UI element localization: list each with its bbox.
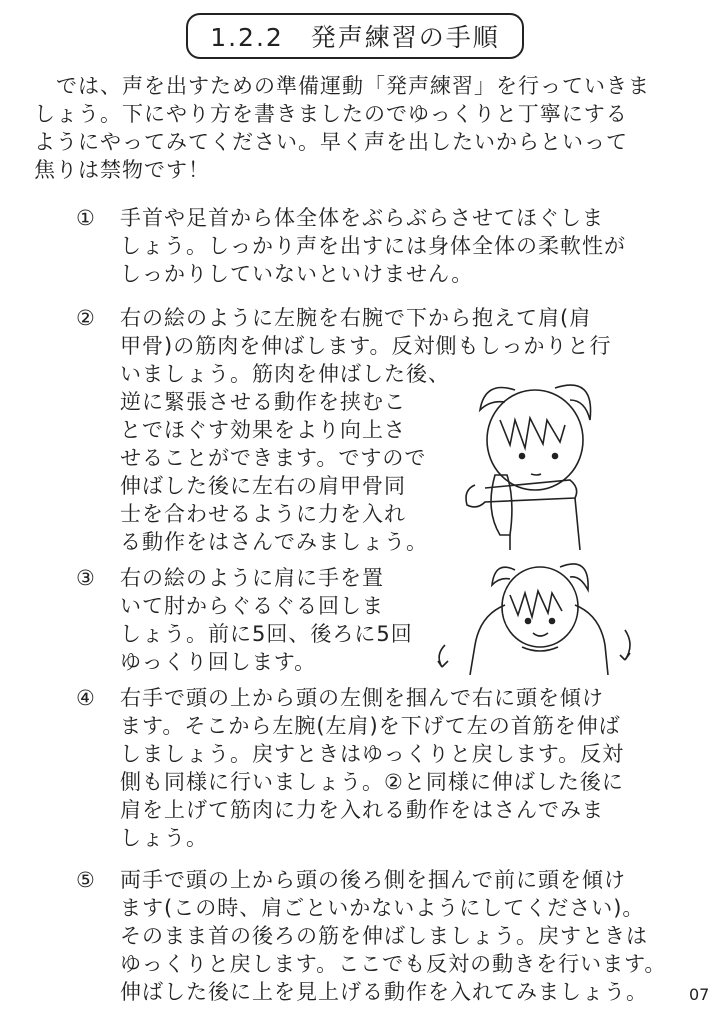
- step-line: 側も同様に行いましょう。②と同様に伸ばした後に: [120, 770, 624, 794]
- shoulder-rotation-illustration: [430, 555, 640, 675]
- step-line: 肩を上げて筋肉に力を入れる動作をはさんでみま: [120, 798, 604, 822]
- section-title: 1.2.2 発声練習の手順: [186, 13, 524, 59]
- step-line: る動作をはさんでみましょう。: [120, 530, 428, 554]
- step-line: 伸ばした後に左右の肩甲骨同: [120, 474, 406, 498]
- step-line: しっかりしていないといけません。: [120, 262, 474, 286]
- step-line: しょう。しっかり声を出すには身体全体の柔軟性が: [120, 234, 626, 258]
- intro-paragraph: [34, 72, 650, 184]
- intro-line: ようにやってみてください。早く声を出したいからといって: [34, 130, 628, 154]
- step-line: しょう。: [120, 826, 208, 850]
- step-line: 士を合わせるように力を入れ: [120, 502, 406, 526]
- step-line: せることができます。ですので: [120, 446, 427, 470]
- step-line: ます(この時、肩ごといかないようにしてください)。: [120, 896, 645, 920]
- step-line: いて肘からぐるぐる回しま: [120, 594, 384, 618]
- page-number: 07: [689, 985, 710, 1004]
- step-number: ①: [76, 206, 95, 230]
- step-3-text: [120, 564, 413, 676]
- step-line: 手首や足首から体全体をぶらぶらさせてほぐしま: [120, 206, 604, 230]
- step-line: ゆっくりと戻します。ここでも反対の動きを行います。: [120, 952, 667, 976]
- intro-line: しょう。下にやり方を書きましたのでゆっくりと丁寧にする: [34, 102, 628, 126]
- intro-line: 焦りは禁物です！: [34, 158, 210, 182]
- step-line: ます。そこから左腕(左肩)を下げて左の首筋を伸ば: [120, 714, 621, 738]
- step-line: いましょう。筋肉を伸ばした後、: [120, 362, 450, 386]
- step-5-text: [120, 866, 666, 1006]
- step-line: とでほぐす効果をより向上さ: [120, 418, 406, 442]
- shoulder-stretch-illustration: [455, 370, 615, 550]
- step-line: ゆっくり回します。: [120, 650, 317, 674]
- step-line: 伸ばした後に上を見上げる動作を入れてみましょう。: [120, 980, 648, 1004]
- step-line: そのまま首の後ろの筋を伸ばしましょう。戻すときは: [120, 924, 648, 948]
- step-line: 右の絵のように左腕を右腕で下から抱えて肩(肩: [120, 306, 592, 330]
- step-line: 両手で頭の上から頭の後ろ側を掴んで前に頭を傾け: [120, 868, 626, 892]
- step-line: しましょう。戻すときはゆっくりと戻します。反対: [120, 742, 625, 766]
- step-line: 右の絵のように肩に手を置: [120, 566, 384, 590]
- step-line: 甲骨)の筋肉を伸ばします。反対側もしっかりと行: [120, 334, 612, 358]
- step-line: しょう。前に5回、後ろに5回: [120, 622, 413, 646]
- step-number: ④: [76, 686, 95, 710]
- step-number: ③: [76, 566, 95, 590]
- step-line: 右手で頭の上から頭の左側を掴んで右に頭を傾け: [120, 686, 604, 710]
- step-number: ⑤: [76, 868, 95, 892]
- intro-line: では、声を出すための準備運動「発声練習」を行っていきま: [34, 74, 650, 98]
- step-line: 逆に緊張させる動作を挟むこ: [120, 390, 406, 414]
- step-number: ②: [76, 306, 95, 330]
- step-1-text: [120, 204, 626, 288]
- step-4-text: [120, 684, 624, 852]
